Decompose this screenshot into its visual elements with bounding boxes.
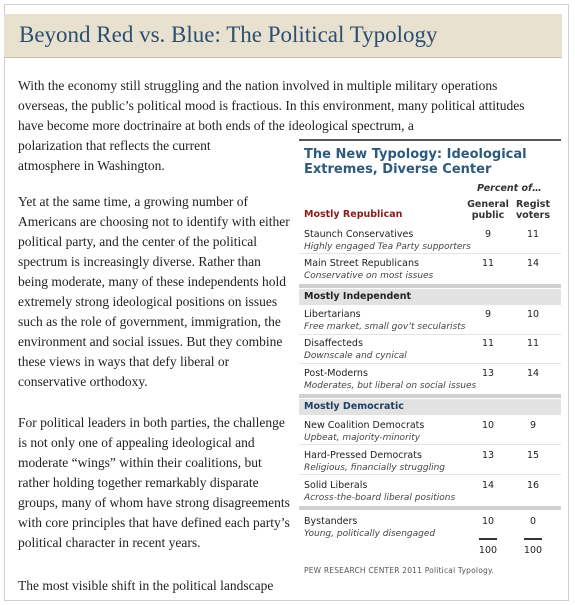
intro-paragraph: With the economy still struggling and the nation involved in multiple military operations overseas, the public’s political mood is fractious. In this environment, many political attitudes have become more doctrinaire at both ends of the ideological spectrum, a (18, 78, 525, 133)
table-row (299, 338, 561, 366)
row-separator (299, 474, 561, 475)
group-rule (299, 506, 561, 510)
paragraph-3 (18, 413, 290, 553)
row-registered-voters: 15 (526, 450, 540, 461)
row-registered-voters: 11 (526, 229, 540, 240)
row-desc: Young, politically disengaged (304, 529, 436, 539)
row-general-public: 11 (481, 338, 495, 349)
col-header-registered-voters: Regist voters (515, 199, 551, 221)
typology-table (299, 139, 561, 581)
row-general-public: 9 (484, 229, 492, 240)
row-name: Main Street Republicans (304, 258, 419, 269)
row-name: Staunch Conservatives (304, 229, 414, 240)
title-bar (4, 14, 562, 58)
row-desc: Across-the-board liberal positions (304, 493, 456, 503)
paragraph-2-text: Yet at the same time, a growing number of Americans are choosing not to identify with either political party, and the center of the political spectrum is increasingly diverse. Rather than being moderate, many of these independents hold extremely strong ideological positions on issues such as the role of government, immigration, the environment and social issues. But they combine these views in ways that defy liberal or conservative orthodoxy. (18, 194, 290, 389)
row-general-public: 11 (481, 258, 495, 269)
row-registered-voters: 9 (529, 420, 537, 431)
paragraph-4 (18, 576, 290, 596)
row-registered-voters: 0 (529, 516, 537, 527)
table-row (299, 309, 561, 337)
row-separator (299, 363, 561, 364)
row-name: Libertarians (304, 309, 361, 320)
paragraph-2 (18, 192, 290, 392)
row-general-public: 9 (484, 309, 492, 320)
percent-of-label: Percent of… (477, 183, 542, 194)
row-desc: Moderates, but liberal on social issues (304, 381, 477, 391)
row-name: New Coalition Democrats (304, 420, 425, 431)
row-desc: Downscale and cynical (304, 351, 407, 361)
row-desc: Religious, financially struggling (304, 463, 445, 473)
row-general-public: 10 (481, 420, 495, 431)
row-general-public: 13 (481, 450, 495, 461)
paragraph-4-text: The most visible shift in the political landscape (18, 578, 274, 593)
paragraph-3-text: For political leaders in both parties, the challenge is not only one of appealing ideological and moderate “wings” within their coalitions, but rather holding together remarkably disparate groups, many of whom have strong disagreements with core principles that have defined each party’s political character in recent years. (18, 415, 290, 550)
row-general-public: 10 (481, 516, 495, 527)
table-row (299, 258, 561, 286)
row-registered-voters: 14 (526, 258, 540, 269)
row-desc: Conservative on most issues (304, 271, 434, 281)
row-desc: Free market, small gov’t secularists (304, 322, 466, 332)
table-top-rule (299, 139, 561, 141)
total-general-public: 100 (478, 545, 498, 556)
row-name: Disaffecteds (304, 338, 363, 349)
row-registered-voters: 10 (526, 309, 540, 320)
intro-continuation (18, 136, 228, 176)
row-name: Bystanders (304, 516, 358, 527)
row-registered-voters: 14 (526, 368, 540, 379)
row-separator (299, 444, 561, 445)
row-general-public: 14 (481, 480, 495, 491)
total-rule-general (479, 538, 497, 540)
group-header-independent: Mostly Independent (299, 289, 561, 305)
table-row (299, 368, 561, 396)
row-registered-voters: 16 (526, 480, 540, 491)
group-rule (299, 394, 561, 398)
row-separator (299, 253, 561, 254)
total-rule-voters (524, 538, 542, 540)
row-name: Solid Liberals (304, 480, 368, 491)
table-row (299, 516, 561, 544)
row-general-public: 13 (481, 368, 495, 379)
row-name: Post-Moderns (304, 368, 368, 379)
group-header-democratic: Mostly Democratic (299, 399, 561, 415)
source-note: PEW RESEARCH CENTER 2011 Political Typology. (304, 566, 495, 575)
total-registered-voters: 100 (523, 545, 543, 556)
row-desc: Upbeat, majority-minority (304, 433, 421, 443)
table-row (299, 480, 561, 508)
row-registered-voters: 11 (526, 338, 540, 349)
row-desc: Highly engaged Tea Party supporters (304, 242, 471, 252)
group-header-republican: Mostly Republican (304, 209, 403, 220)
row-separator (299, 334, 561, 335)
group-rule (299, 284, 561, 288)
col-header-general-public: General public (467, 199, 509, 221)
page-title: Beyond Red vs. Blue: The Political Typology (19, 22, 438, 47)
row-name: Hard-Pressed Democrats (304, 450, 422, 461)
intro-continuation-text: polarization that reflects the current atmosphere in Washington. (18, 138, 211, 173)
table-title: The New Typology: Ideological Extremes, Diverse Center (304, 147, 527, 177)
